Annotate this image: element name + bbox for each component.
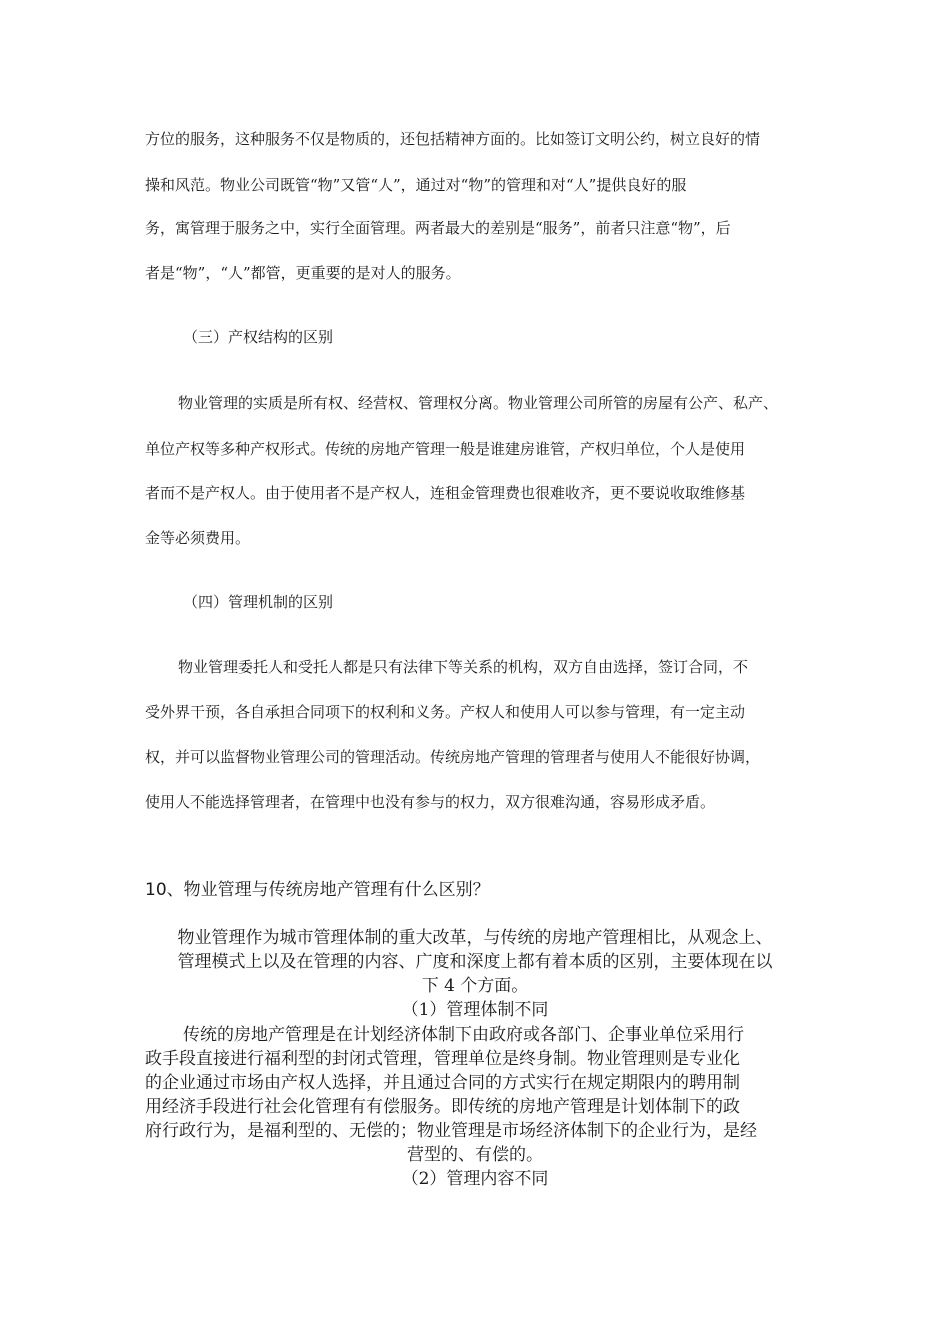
answer-line: 传统的房地产管理是在计划经济体制下由政府或各部门、企事业单位采用行 xyxy=(183,1025,744,1045)
paragraph-line: 单位产权等多种产权形式。传统的房地产管理一般是谁建房谁管，产权归单位，个人是使用 xyxy=(145,440,746,458)
answer-line: 政手段直接进行福利型的封闭式管理，管理单位是终身制。物业管理则是专业化 xyxy=(145,1049,740,1069)
answer-line: 的企业通过市场由产权人选择，并且通过合同的方式实行在规定期限内的聘用制 xyxy=(145,1073,740,1093)
paragraph-line: 金等必须费用。 xyxy=(145,529,251,547)
paragraph-line: 权，并可以监督物业管理公司的管理活动。传统房地产管理的管理者与使用人不能很好协调， xyxy=(145,748,761,766)
section-heading-3: （三）产权结构的区别 xyxy=(183,328,334,346)
paragraph-line: 物业管理委托人和受托人都是只有法律下等关系的机构，双方自由选择，签订合同，不 xyxy=(178,658,749,676)
paragraph-line: 务，寓管理于服务之中，实行全面管理。两者最大的差别是“服务”，前者只注意“物”，后 xyxy=(145,219,731,237)
paragraph-line: 操和风范。物业公司既管“物”又管“人”，通过对“物”的管理和对“人”提供良好的服 xyxy=(145,176,687,194)
section-heading-4: （四）管理机制的区别 xyxy=(183,593,334,611)
answer-line: 物业管理作为城市管理体制的重大改革，与传统的房地产管理相比，从观念上、 xyxy=(177,928,773,948)
subheading-2: （2）管理内容不同 xyxy=(401,1169,549,1189)
paragraph-line: 物业管理的实质是所有权、经营权、管理权分离。物业管理公司所管的房屋有公产、私产、 xyxy=(178,394,779,412)
answer-line: 用经济手段进行社会化管理有有偿服务。即传统的房地产管理是计划体制下的政 xyxy=(145,1097,740,1117)
subheading-1: （1）管理体制不同 xyxy=(401,1000,549,1020)
answer-line: 营型的、有偿的。 xyxy=(407,1145,543,1165)
paragraph-line: 使用人不能选择管理者，在管理中也没有参与的权力，双方很难沟通，容易形成矛盾。 xyxy=(145,793,716,811)
question-heading: 10、物业管理与传统房地产管理有什么区别？ xyxy=(145,880,490,900)
paragraph-line: 方位的服务，这种服务不仅是物质的，还包括精神方面的。比如签订文明公约，树立良好的情 xyxy=(145,130,761,148)
paragraph-line: 者是“物”，“人”都管，更重要的是对人的服务。 xyxy=(145,264,461,282)
paragraph-line: 受外界干预，各自承担合同项下的权利和义务。产权人和使用人可以参与管理，有一定主动 xyxy=(145,703,746,721)
paragraph-line: 者而不是产权人。由于使用者不是产权人，连租金管理费也很难收齐，更不要说收取维修基 xyxy=(145,484,746,502)
answer-line: 府行政行为，是福利型的、无偿的；物业管理是市场经济体制下的企业行为，是经 xyxy=(145,1121,757,1141)
answer-line: 下 4 个方面。 xyxy=(421,976,529,996)
answer-line: 管理模式上以及在管理的内容、广度和深度上都有着本质的区别，主要体现在以 xyxy=(177,952,773,972)
